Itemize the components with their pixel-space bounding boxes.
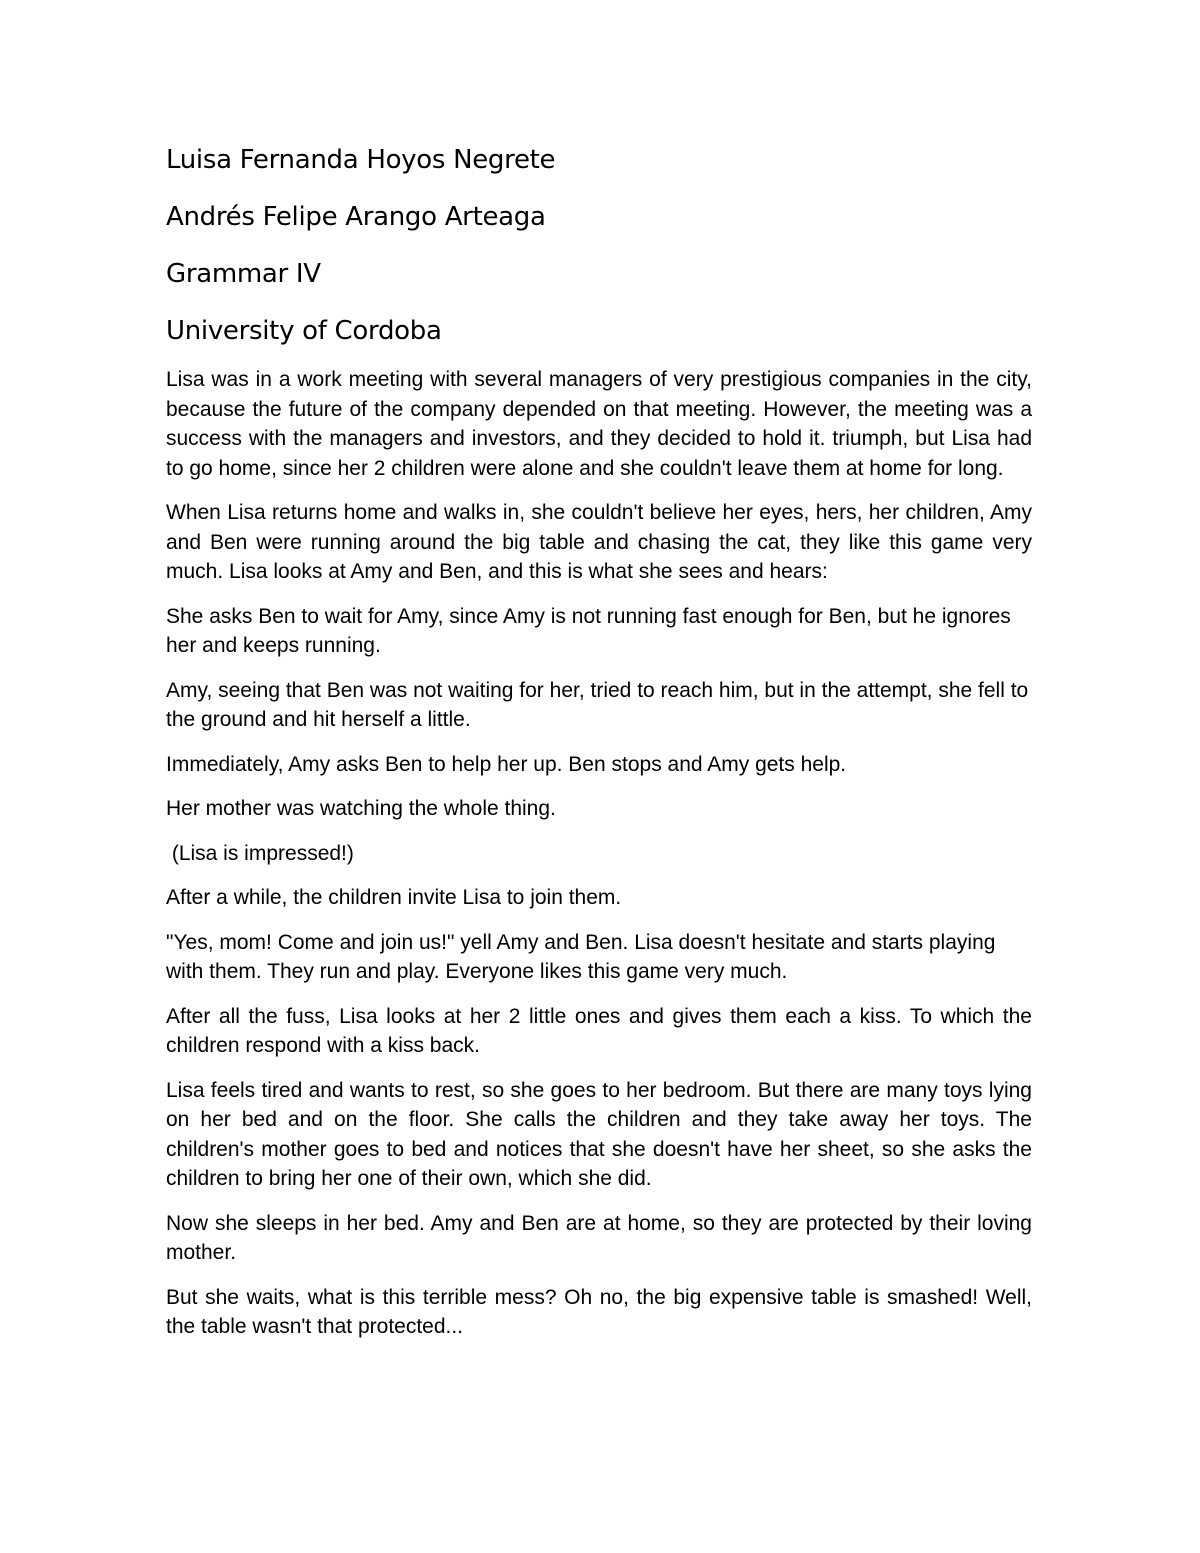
author-name-2: Andrés Felipe Arango Arteaga bbox=[166, 202, 546, 232]
paragraph-sleeps: Now she sleeps in her bed. Amy and Ben are at home, so they are protected by their loving mother. bbox=[166, 1211, 1032, 1264]
course-name: Grammar IV bbox=[166, 259, 321, 289]
paragraph-invite: After a while, the children invite Lisa to join them. bbox=[166, 886, 622, 909]
paragraph-help-up: Immediately, Amy asks Ben to help her up. Ben stops and Amy gets help. bbox=[166, 752, 847, 776]
paragraph-kiss: After all the fuss, Lisa looks at her 2 little ones and gives them each a kiss. To which the children respond with a kiss back. bbox=[166, 1004, 1032, 1057]
paragraph-join-us: "Yes, mom! Come and join us!" yell Amy and Ben. Lisa doesn't hesitate and starts playing with them. They run and play. Everyone likes this game very much. bbox=[166, 930, 996, 983]
paragraph-amy-falls: Amy, seeing that Ben was not waiting for her, tried to reach him, but in the attempt, she fell to the ground and hit herself a little. bbox=[166, 678, 1029, 731]
paragraph-meeting: Lisa was in a work meeting with several managers of very prestigious companies in the city, because the future of the company depended on that meeting. However, the meeting was a success with the managers and investors, and they decided to hold it. triumph, but Lisa had to go home, since her 2 children were alone and she couldn't leave them at home for long. bbox=[166, 368, 1032, 480]
institution-name: University of Cordoba bbox=[166, 316, 442, 346]
paragraph-mess: But she waits, what is this terrible mess? Oh no, the big expensive table is smashed! Well, the table wasn't that protected... bbox=[166, 1285, 1032, 1338]
author-name-1: Luisa Fernanda Hoyos Negrete bbox=[166, 145, 556, 175]
paragraph-impressed: (Lisa is impressed!) bbox=[166, 841, 354, 865]
paragraph-bedroom: Lisa feels tired and wants to rest, so she goes to her bedroom. But there are many toys lying on her bed and on the floor. She calls the children and they take away her toys. The children's mother goes to bed and notices that she doesn't have her sheet, so she asks the children to bring her one of their own, which she did. bbox=[166, 1078, 1032, 1190]
paragraph-ben-wait: She asks Ben to wait for Amy, since Amy is not running fast enough for Ben, but he ignores her and keeps running. bbox=[166, 604, 1011, 657]
paragraph-mother-watching: Her mother was watching the whole thing. bbox=[166, 797, 556, 820]
document-content bbox=[166, 140, 1032, 1357]
paragraph-returns-home: When Lisa returns home and walks in, she couldn't believe her eyes, hers, her children, Amy and Ben were running around the big table and chasing the cat, they like this game very much. Lisa looks at Amy and Ben, and this is what she sees and hears: bbox=[166, 501, 1032, 583]
